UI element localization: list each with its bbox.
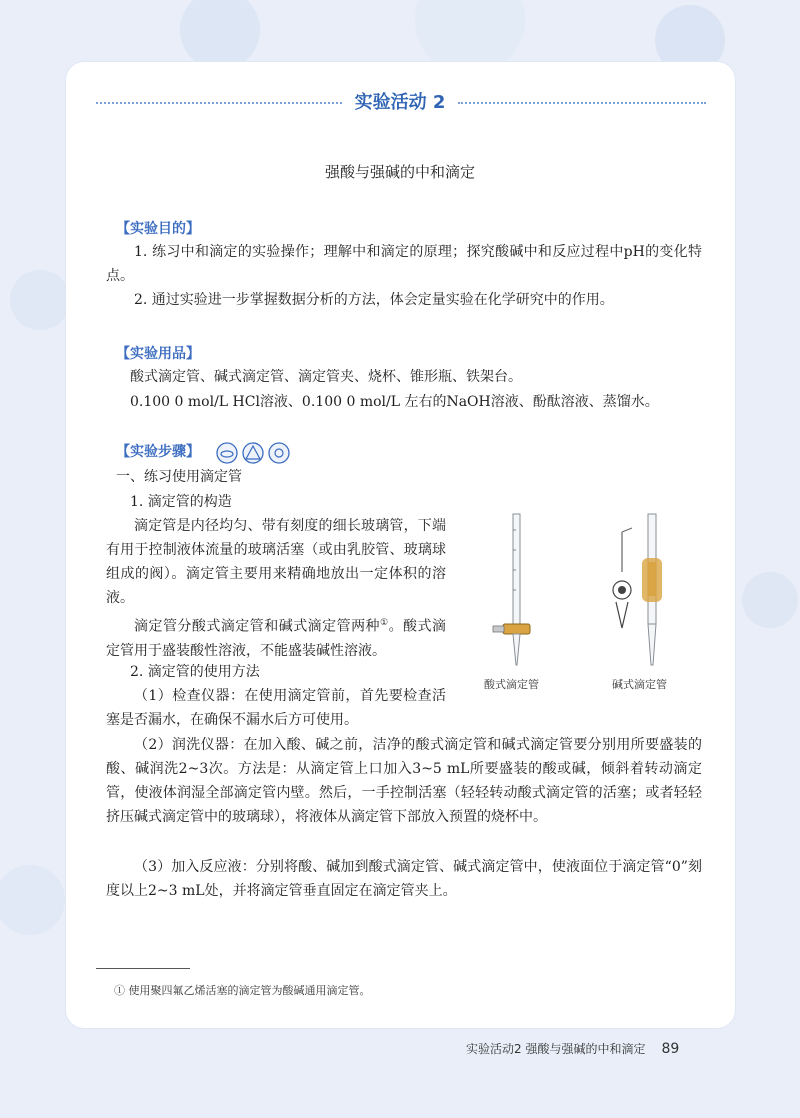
goggles-icon bbox=[217, 443, 237, 463]
purpose-item-1: 1. 练习中和滴定的实验操作；理解中和滴定的原理；探究酸碱中和反应过程中pH的变化特点。 bbox=[106, 244, 702, 284]
footer-running-title: 实验活动2 强酸与强碱的中和滴定 bbox=[466, 1042, 646, 1056]
acid-burette-illustration bbox=[493, 514, 530, 665]
steps-sub-2: 2. 滴定管的使用方法 bbox=[130, 664, 260, 680]
activity-header bbox=[96, 88, 706, 116]
header-divider-left bbox=[96, 102, 342, 104]
page-footer bbox=[466, 1040, 679, 1057]
steps-part-1: 一、练习使用滴定管 bbox=[116, 469, 242, 485]
activity-title: 实验活动 2 bbox=[354, 92, 446, 113]
page-subtitle: 强酸与强碱的中和滴定 bbox=[324, 163, 475, 181]
base-burette-illustration bbox=[613, 514, 662, 665]
footnote-marker: ① bbox=[380, 618, 389, 628]
wash-hands-icon bbox=[269, 443, 289, 463]
steps-paragraph-2: 滴定管分酸式滴定管和碱式滴定管两种①。酸式滴定管用于盛装酸性溶液，不能盛装碱性溶液。 bbox=[106, 618, 446, 659]
safety-icons bbox=[216, 442, 294, 464]
page-number: 89 bbox=[661, 1041, 680, 1057]
purpose-item-2: 2. 通过实验进一步掌握数据分析的方法，体会定量实验在化学研究中的作用。 bbox=[134, 292, 614, 308]
footnote: ① 使用聚四氟乙烯活塞的滴定管为酸碱通用滴定管。 bbox=[114, 984, 371, 997]
footnote-divider bbox=[96, 968, 190, 969]
steps-sub-1: 1. 滴定管的构造 bbox=[130, 494, 232, 510]
steps-paragraph-5: （3）加入反应液：分别将酸、碱加到酸式滴定管、碱式滴定管中，使液面位于滴定管“0”刻度以上2~3 mL处，并将滴定管垂直固定在滴定管夹上。 bbox=[106, 859, 702, 899]
purpose-heading: 【实验目的】 bbox=[116, 221, 200, 237]
steps-heading: 【实验步骤】 bbox=[116, 444, 200, 460]
acid-burette-label: 酸式滴定管 bbox=[484, 678, 539, 691]
steps-paragraph-3: （1）检查仪器：在使用滴定管前，首先要检查活塞是否漏水，在确保不漏水后方可使用。 bbox=[106, 688, 446, 728]
materials-line-2: 0.100 0 mol/L HCl溶液、0.100 0 mol/L 左右的NaOH溶液、酚酞溶液、蒸馏水。 bbox=[130, 394, 659, 410]
burette-figure bbox=[480, 510, 700, 670]
header-divider-right bbox=[458, 102, 706, 104]
hazard-icon bbox=[243, 443, 263, 463]
steps-paragraph-4: （2）润洗仪器：在加入酸、碱之前，洁净的酸式滴定管和碱式滴定管要分别用所要盛装的酸、碱润洗2~3次。方法是：从滴定管上口加入3~5 mL所要盛装的酸或碱，倾斜着转动滴定管，使液体润湿全部滴定管内壁。然后，一手控制活塞（轻轻转动酸式滴定管的活塞；或者轻轻挤压碱式滴定管中的玻璃球），将液体从滴定管下部放入预置的烧杯中。 bbox=[106, 737, 702, 825]
materials-line-1: 酸式滴定管、碱式滴定管、滴定管夹、烧杯、锥形瓶、铁架台。 bbox=[130, 369, 522, 385]
steps-paragraph-1: 滴定管是内径均匀、带有刻度的细长玻璃管，下端有用于控制液体流量的玻璃活塞（或由乳胶管、玻璃球组成的阀）。滴定管主要用来精确地放出一定体积的溶液。 bbox=[106, 518, 446, 606]
base-burette-label: 碱式滴定管 bbox=[612, 678, 667, 691]
materials-heading: 【实验用品】 bbox=[116, 346, 200, 362]
